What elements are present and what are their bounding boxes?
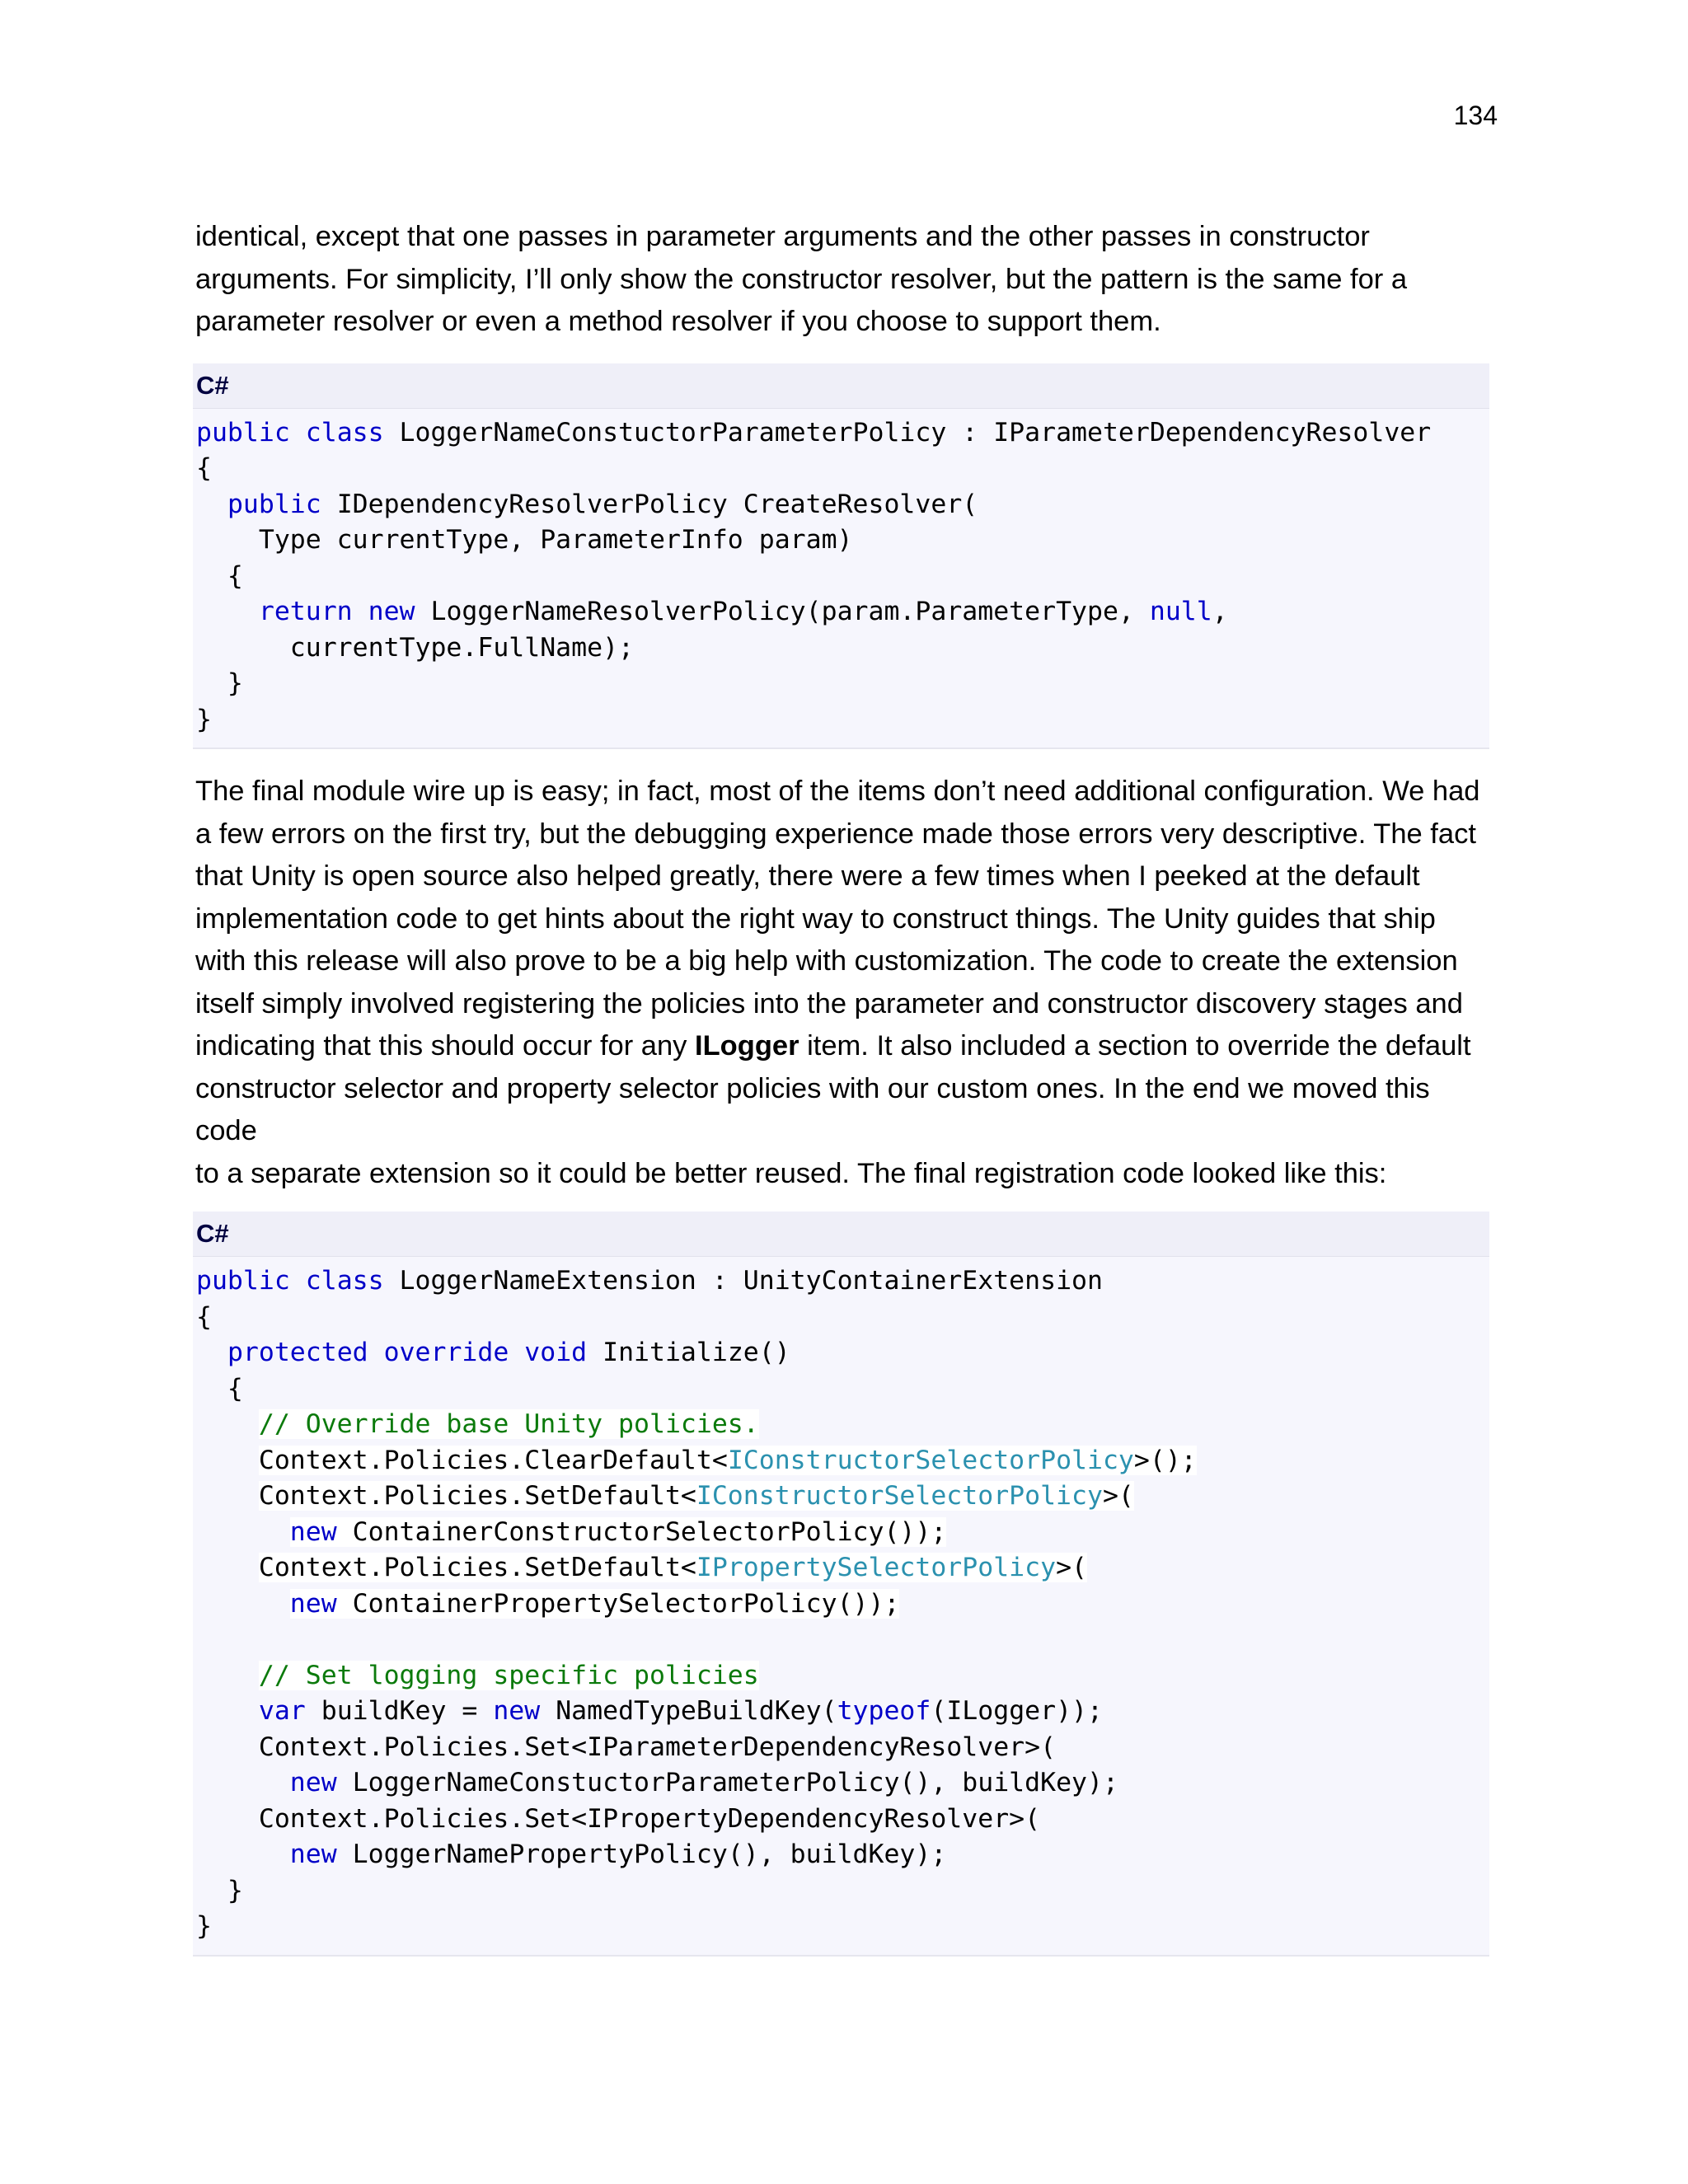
code-token [196, 1696, 259, 1726]
code-keyword: public [196, 1266, 290, 1296]
code-token: Initialize() [587, 1338, 790, 1367]
code-line [196, 1300, 1489, 1336]
code-token [196, 1517, 290, 1547]
code-token [196, 1840, 290, 1869]
code-line [196, 1873, 1489, 1910]
code-token [196, 1409, 259, 1439]
code-token [353, 597, 368, 626]
code-listing [193, 1257, 1489, 1955]
text-run: that Unity is open source also helped greatly, there were a few times when I peeked at the default [195, 860, 1420, 892]
code-keyword: class [305, 417, 384, 448]
code-token [196, 1481, 259, 1511]
text-run: itself simply involved registering the policies into the parameter and constructor discovery stages and [195, 987, 1463, 1019]
code-token: { [196, 1301, 212, 1332]
code-keyword: new [289, 1768, 337, 1797]
code-token: LoggerNameConstuctorParameterPolicy : IParameterDependencyResolver [383, 417, 1432, 448]
code-line [196, 1909, 1489, 1945]
code-comment: // Set logging specific policies [258, 1660, 759, 1690]
code-token: Context.Policies.SetDefault< [258, 1481, 696, 1511]
text-line [195, 1068, 1489, 1153]
code-keyword: class [305, 1266, 384, 1296]
code-token [196, 1553, 259, 1582]
code-line [196, 1407, 1489, 1443]
code-token: ContainerPropertySelectorPolicy()); [336, 1588, 900, 1619]
text-line: parameter resolver or even a method resolver if you choose to support them. [195, 306, 1161, 337]
bold-term: ILogger [695, 1030, 799, 1062]
code-token: Context.Policies.Set<IPropertyDependencyResolver>( [196, 1803, 1041, 1834]
code-line [196, 666, 1489, 702]
code-token: LoggerNameExtension : UnityContainerExtension [383, 1266, 1103, 1296]
code-keyword: new [493, 1696, 541, 1726]
code-line [196, 1622, 1489, 1658]
code-block-constructor-policy [193, 363, 1489, 750]
intro-paragraph [195, 216, 1489, 344]
code-line [196, 451, 1489, 487]
text-run: to a separate extension so it could be better reused. The final registration code looked like this: [195, 1157, 1387, 1189]
code-keyword: new [289, 1588, 337, 1619]
code-token: LoggerNamePropertyPolicy(), buildKey); [336, 1840, 947, 1869]
code-line [196, 1837, 1489, 1873]
code-token: , [1212, 597, 1228, 626]
code-line [196, 523, 1489, 559]
code-line [196, 1479, 1489, 1515]
code-line [196, 1515, 1489, 1551]
code-keyword: public [196, 417, 290, 448]
text-run: The final module wire up is easy; in fact, most of the items don’t need additional configuration. We had [195, 776, 1480, 807]
code-language-label: C# [193, 1212, 1489, 1257]
code-token [368, 1338, 384, 1367]
code-token: buildKey = [305, 1696, 494, 1726]
code-type: IPropertySelectorPolicy [696, 1553, 1057, 1582]
text-line: identical, except that one passes in parameter arguments and the other passes in constructor [195, 221, 1370, 252]
code-token [196, 1446, 259, 1475]
code-line [196, 1694, 1489, 1730]
code-keyword: override [383, 1338, 509, 1367]
code-token: } [196, 1911, 212, 1941]
code-keyword: new [368, 597, 415, 626]
code-token [290, 418, 306, 448]
code-line [196, 1586, 1489, 1623]
text-run: constructor selector and property selector policies with our custom ones. In the end we moved this code [195, 1072, 1430, 1146]
code-token: NamedTypeBuildKey( [540, 1696, 837, 1726]
text-line [195, 1153, 1489, 1196]
code-token: } [196, 704, 212, 734]
code-line [196, 1730, 1489, 1766]
code-line [196, 559, 1489, 595]
code-language-label: C# [193, 363, 1489, 409]
code-type: IConstructorSelectorPolicy [727, 1445, 1134, 1475]
code-token: IDependencyResolverPolicy CreateResolver( [321, 489, 978, 519]
code-token: currentType.FullName); [196, 632, 635, 663]
code-token [509, 1338, 524, 1367]
code-keyword: void [524, 1338, 588, 1367]
code-token [196, 1661, 259, 1690]
wireup-paragraph [195, 771, 1489, 1195]
text-run: with this release will also prove to be a big help with customization. The code to create the extension [195, 945, 1458, 977]
code-line [196, 594, 1489, 630]
code-token [196, 1589, 290, 1619]
page-content [195, 216, 1489, 1957]
code-token [196, 1338, 227, 1367]
code-comment: // Override base Unity policies. [258, 1409, 759, 1439]
code-token: Context.Policies.Set<IParameterDependencyResolver>( [196, 1732, 1057, 1762]
code-token: LoggerNameResolverPolicy(param.ParameterType, [415, 597, 1150, 626]
code-keyword: var [258, 1696, 306, 1726]
text-line [195, 983, 1489, 1026]
code-line [196, 487, 1489, 523]
code-line [196, 415, 1489, 452]
text-line [195, 940, 1489, 983]
code-token: } [196, 668, 243, 698]
code-token: >( [1056, 1553, 1087, 1582]
code-token: { [196, 1373, 243, 1404]
code-type: IConstructorSelectorPolicy [696, 1481, 1103, 1511]
code-line [196, 1443, 1489, 1479]
code-token [290, 1266, 306, 1296]
code-token [196, 597, 259, 626]
text-line [195, 898, 1489, 941]
code-line [196, 1371, 1489, 1408]
code-line [196, 1802, 1489, 1838]
code-line [196, 1335, 1489, 1371]
code-token: LoggerNameConstuctorParameterPolicy(), buildKey); [336, 1768, 1118, 1797]
code-keyword: new [289, 1840, 337, 1869]
code-block-logger-extension [193, 1212, 1489, 1957]
code-token: { [196, 560, 243, 591]
text-line [195, 813, 1489, 856]
text-line [195, 771, 1489, 813]
code-line [196, 1658, 1489, 1694]
code-keyword: public [227, 489, 321, 519]
code-token: { [196, 453, 212, 483]
code-token [196, 1768, 290, 1797]
code-keyword: typeof [837, 1696, 931, 1726]
code-line [196, 630, 1489, 667]
code-token: Type currentType, ParameterInfo param) [196, 525, 853, 555]
code-token: } [196, 1875, 243, 1905]
text-run: implementation code to get hints about the right way to construct things. The Unity guides that ship [195, 902, 1436, 935]
code-token: >( [1102, 1481, 1134, 1511]
code-keyword: return [258, 597, 353, 626]
code-listing [193, 409, 1489, 748]
text-line [195, 1025, 1489, 1068]
text-run: item. It also included a section to override the default [799, 1030, 1471, 1062]
code-keyword: protected [227, 1338, 368, 1367]
code-token: Context.Policies.ClearDefault< [258, 1445, 728, 1475]
code-line [196, 1550, 1489, 1586]
text-run: indicating that this should occur for any [195, 1030, 696, 1062]
code-token: ContainerConstructorSelectorPolicy()); [336, 1516, 947, 1547]
code-token: Context.Policies.SetDefault< [258, 1553, 696, 1582]
code-keyword: new [289, 1516, 337, 1547]
code-line [196, 702, 1489, 738]
page-number: 134 [1453, 101, 1498, 130]
code-token: >(); [1133, 1445, 1197, 1475]
text-line [195, 855, 1489, 898]
text-line: arguments. For simplicity, I’ll only show the constructor resolver, but the pattern is the same for a [195, 263, 1408, 295]
code-token [196, 490, 227, 519]
text-run: a few errors on the first try, but the debugging experience made those errors very descriptive. The fact [195, 818, 1476, 850]
code-token: (ILogger)); [931, 1696, 1103, 1726]
code-keyword: null [1149, 597, 1212, 626]
code-line [196, 1263, 1489, 1300]
code-line [196, 1765, 1489, 1802]
